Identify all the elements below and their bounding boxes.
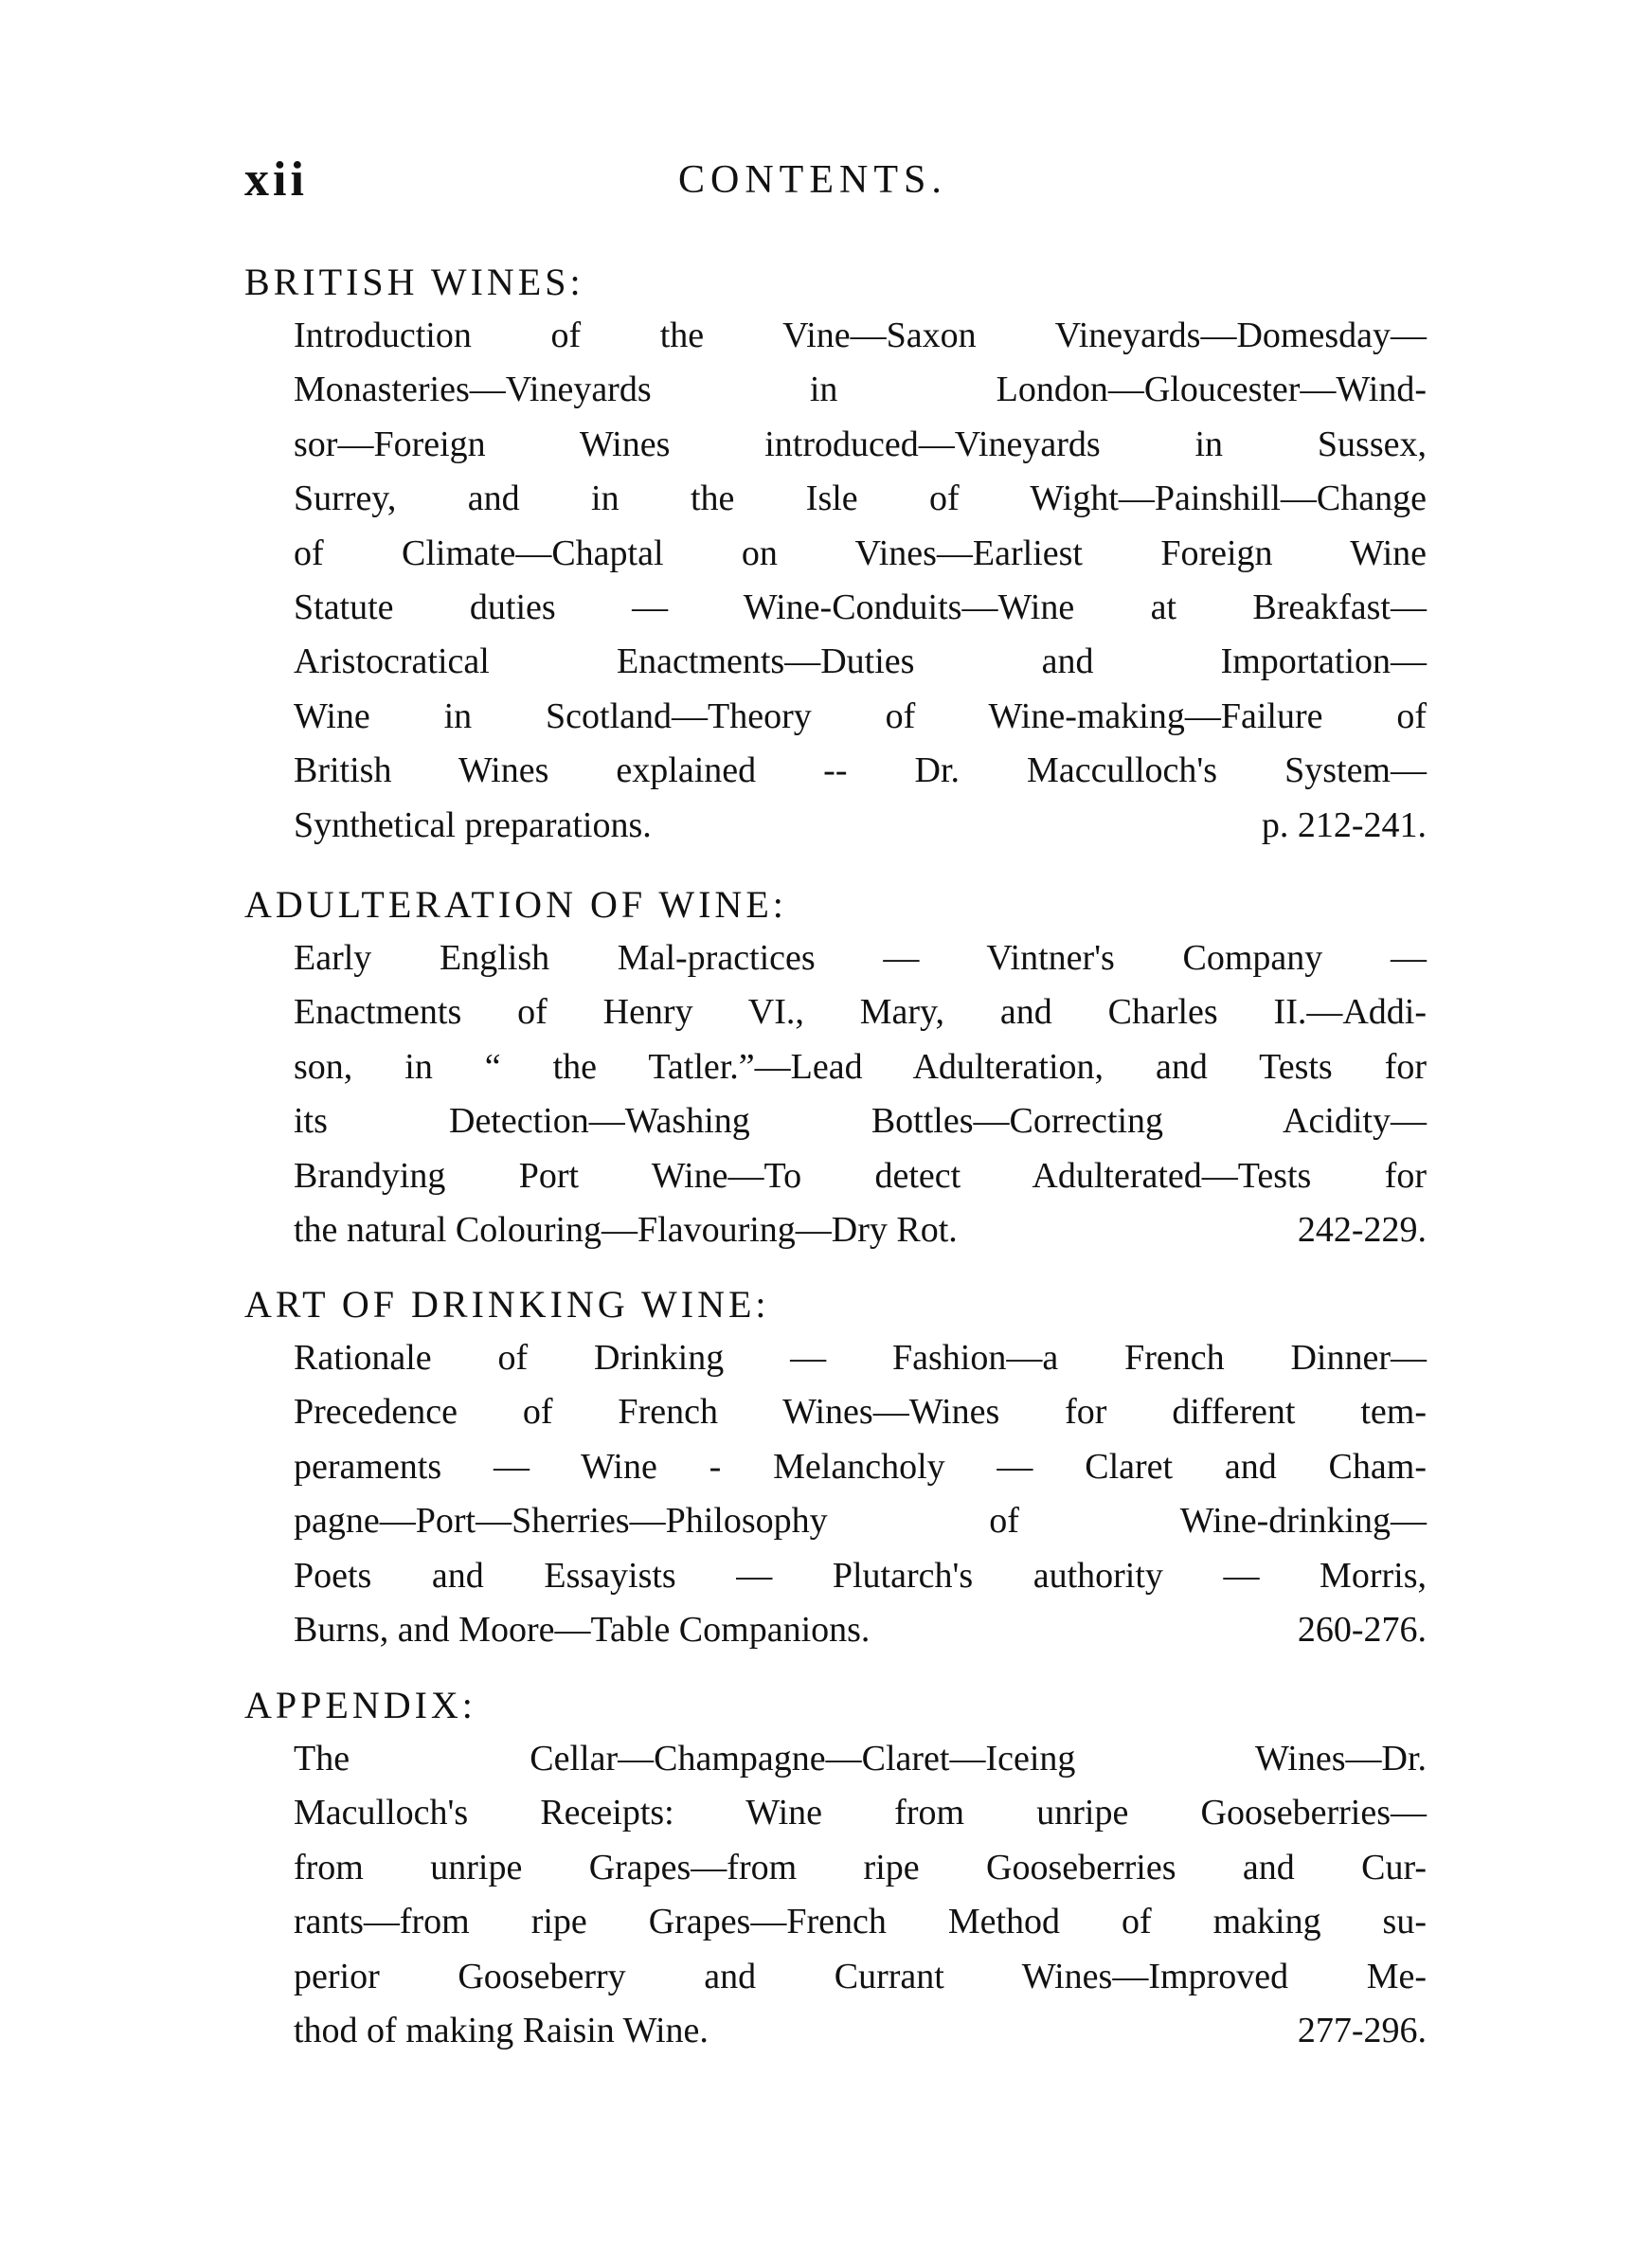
page-range: p. 212-241. <box>1261 804 1427 845</box>
contents-line: Brandying Port Wine—To detect Adulterated—Tests for <box>294 1155 1427 1196</box>
contents-line: Statute duties — Wine-Conduits—Wine at Breakfast— <box>294 587 1427 627</box>
section-body <box>294 931 1427 1257</box>
contents-line: rants—from ripe Grapes—French Method of making su- <box>294 1902 1427 1942</box>
contents-line: British Wines explained -- Dr. Macculloch's System— <box>294 750 1427 791</box>
section-heading: ART OF DRINKING WINE: <box>244 1283 770 1326</box>
contents-line: Maculloch's Receipts: Wine from unripe Gooseberries— <box>294 1793 1427 1833</box>
contents-line: Monasteries—Vineyards in London—Gloucester—Wind- <box>294 370 1427 410</box>
contents-line: Early English Mal-practices — Vintner's Company — <box>294 938 1427 978</box>
contents-line: peraments — Wine - Melancholy — Claret and Cham- <box>294 1446 1427 1487</box>
contents-line: Wine in Scotland—Theory of Wine-making—Failure of <box>294 695 1427 736</box>
page-number: xii <box>244 153 308 207</box>
contents-line: from unripe Grapes—from ripe Gooseberries and Cur- <box>294 1847 1427 1887</box>
contents-line: sor—Foreign Wines introduced—Vineyards in Sussex, <box>294 424 1427 464</box>
page-range: 242-229. <box>1297 1209 1427 1250</box>
contents-line: Enactments of Henry VI., Mary, and Charles II.—Addi- <box>294 992 1427 1033</box>
section-british-wines <box>244 256 1428 853</box>
contents-line: of Climate—Chaptal on Vines—Earliest Foreign Wine <box>294 533 1427 573</box>
section-appendix <box>244 1679 1428 2058</box>
contents-last-line <box>294 1203 1427 1257</box>
contents-last-line <box>294 2004 1427 2058</box>
section-body <box>294 1732 1427 2058</box>
contents-line: Aristocratical Enactments—Duties and Importation— <box>294 641 1427 682</box>
contents-line-text: Burns, and Moore—Table Companions. <box>294 1609 871 1650</box>
contents-line-text: the natural Colouring—Flavouring—Dry Rot. <box>294 1209 958 1250</box>
contents-line: Surrey, and in the Isle of Wight—Painshill—Change <box>294 478 1427 519</box>
page-range: 260-276. <box>1297 1609 1427 1650</box>
running-head <box>244 152 1428 218</box>
contents-line: its Detection—Washing Bottles—Correcting Acidity— <box>294 1101 1427 1142</box>
section-art-of-drinking-wine <box>244 1278 1428 1657</box>
contents-line: son, in “ the Tatler.”—Lead Adulteration, and Tests for <box>294 1046 1427 1087</box>
contents-last-line <box>294 1603 1427 1657</box>
section-heading: ADULTERATION OF WINE: <box>244 883 787 926</box>
section-body <box>294 1331 1427 1657</box>
section-heading: BRITISH WINES: <box>244 261 584 303</box>
section-heading: APPENDIX: <box>244 1684 476 1726</box>
section-body <box>294 309 1427 853</box>
contents-line: Introduction of the Vine—Saxon Vineyards—Domesday— <box>294 316 1427 355</box>
page-range: 277-296. <box>1297 2010 1427 2050</box>
contents-line: perior Gooseberry and Currant Wines—Improved Me- <box>294 1956 1427 1996</box>
contents-line-text: Synthetical preparations. <box>294 804 652 845</box>
running-title: CONTENTS. <box>678 158 947 202</box>
section-adulteration-of-wine <box>244 878 1428 1257</box>
contents-line-text: thod of making Raisin Wine. <box>294 2010 709 2050</box>
contents-line: Rationale of Drinking — Fashion—a French Dinner— <box>294 1338 1427 1378</box>
contents-last-line <box>294 799 1427 853</box>
contents-line: Poets and Essayists — Plutarch's authority — Morris, <box>294 1555 1427 1596</box>
contents-line: pagne—Port—Sherries—Philosophy of Wine-drinking— <box>294 1501 1427 1542</box>
contents-line: The Cellar—Champagne—Claret—Iceing Wines—Dr. <box>294 1739 1427 1779</box>
contents-line: Precedence of French Wines—Wines for different tem- <box>294 1392 1427 1433</box>
